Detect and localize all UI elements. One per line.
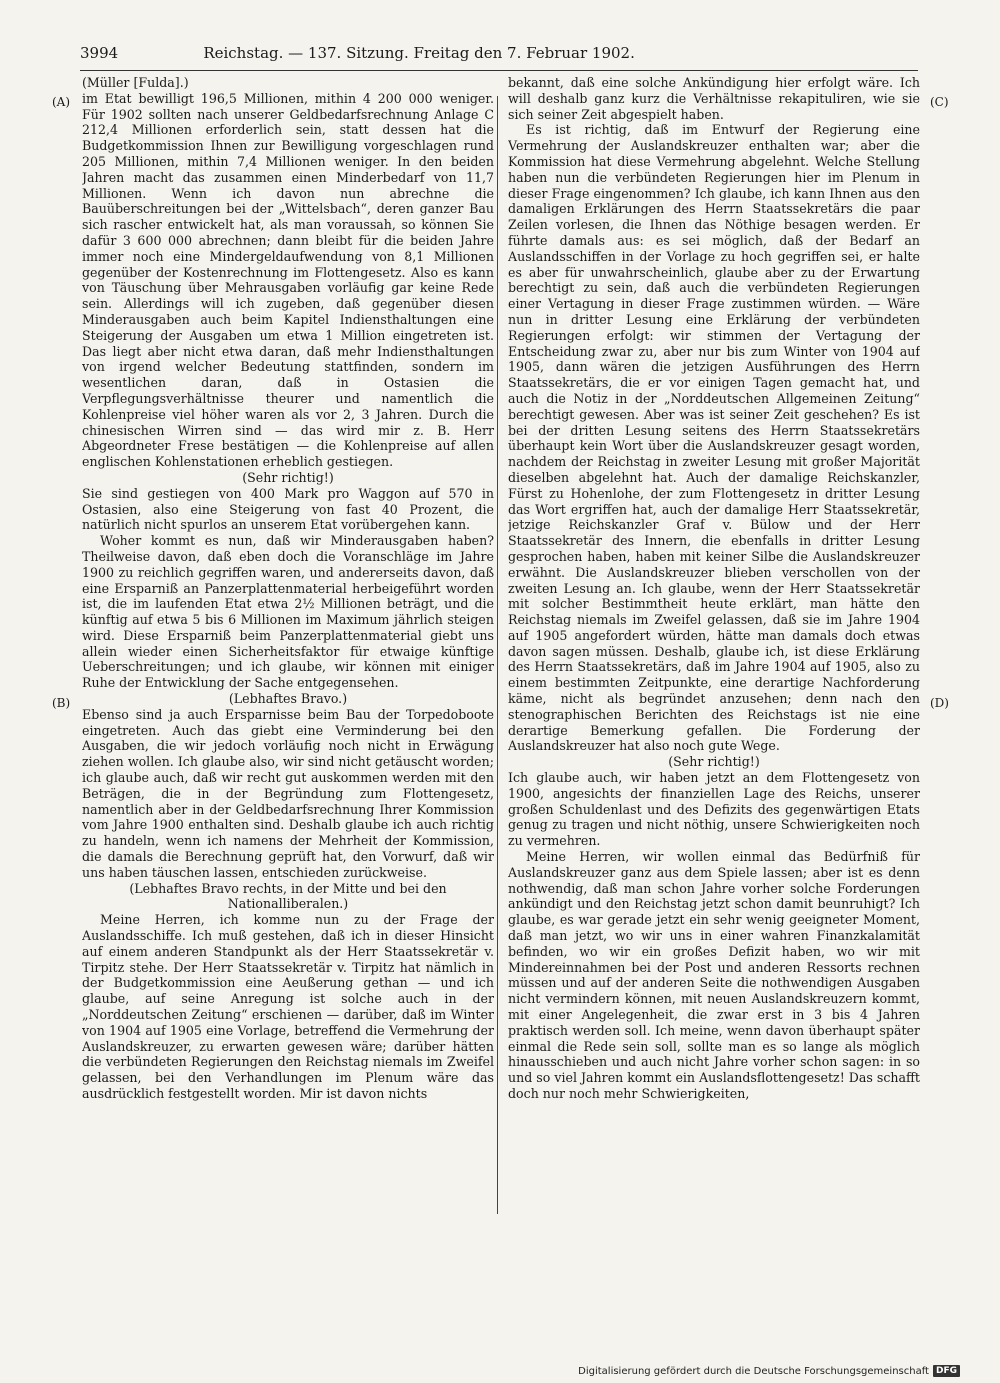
interjection: (Lebhaftes Bravo.) <box>228 691 348 707</box>
speaker-name: (Müller [Fulda].) <box>82 75 189 90</box>
paragraph: Meine Herren, ich komme nun zu der Frage der Auslandsschiffe. Ich muß gestehen, daß ich in dieser Hinsicht auf einem anderen Standpunkt als der Herr Staatssekretär v. Tirpitz stehe. Der Herr Staatssekretär v. Tirpitz hat nämlich in der Budgetkommission eine Aeußerung gethan — und ich glaube, auf seine Anregung ist solche auch in der „Norddeutschen Zeitung“ erschienen — darüber, daß im Winter von 1904 auf 1905 eine Vorlage, betreffend die Vermehrung der Auslandskreuzer, zu erwarten gewesen wäre; darüber hätten die verbündeten Regierungen den Reichstag niemals im Zweifel gelassen, bei den Verhandlungen im Plenum wäre das ausdrücklich festgestellt worden. Mir ist davon nichts <box>82 912 494 1101</box>
paragraph: Woher kommt es nun, daß wir Minderausgaben haben? Theilweise davon, daß eben doch die Voranschläge im Jahre 1900 zu reichlich gegriffen waren, und andererseits davon, daß eine Ersparniß an Panzerplattenmaterial herbeigeführt worden ist, die im laufenden Etat etwa 2½ Millionen beträgt, und die künftig auf etwa 5 bis 6 Millionen im Maximum jährlich steigen wird. Diese Ersparniß beim Panzerplattenmaterial giebt uns allein wieder einen Sicherheitsfaktor für etwaige künftige Ueberschreitungen; und ich glaube, wir können mit einiger Ruhe der Entwicklung der Sache entgegensehen. <box>82 533 494 691</box>
paragraph: bekannt, daß eine solche Ankündigung hier erfolgt wäre. Ich will deshalb ganz kurz die Verhältnisse rekapituliren, wie sie sich seiner Zeit abgespielt haben. <box>508 75 920 122</box>
paragraph: Es ist richtig, daß im Entwurf der Regierung eine Vermehrung der Auslandskreuzer enthalten war; aber die Kommission hat diese Vermehrung abgelehnt. Welche Stellung haben nun die verbündeten Regierungen hier im Plenum in dieser Frage eingenommen? Ich glaube, ich kann Ihnen aus den damaligen Erklärungen des Herrn Staatssekretärs die paar Zeilen vorlesen, die Ihnen das Nöthige besagen werden. Er führte damals aus: es sei möglich, daß der Bedarf an Auslandsschiffen in der Vorlage zu hoch gegriffen sei, er halte es aber für unwahrscheinlich, glaube aber zu der Erwartung berechtigt zu sein, daß auch die verbündeten Regierungen einer Vertagung in dieser Frage zustimmen würden. — Wäre nun in dritter Lesung eine Erklärung der verbündeten Regierungen erfolgt: wir stimmen der Vertagung der Entscheidung zwar zu, aber nur bis zum Winter von 1904 auf 1905, dann wären die jetzigen Ausführungen des Herrn Staatssekretärs, die er vor einigen Tagen gemacht hat, und auch die Notiz in der „Norddeutschen Allgemeinen Zeitung“ berechtigt gewesen. Aber was ist seiner Zeit geschehen? Es ist bei der dritten Lesung seitens des Herrn Staatssekretärs überhaupt kein Wort über die Auslandskreuzer gesagt worden, nachdem der Reichstag in zweiter Lesung mit großer Majorität dieselben abgelehnt hat. Auch der damalige Reichskanzler, Fürst zu Hohenlohe, der zum Flottengesetz in dritter Lesung das Wort ergriffen hat, auch der damalige Herr Staatssekretär, jetzige Reichskanzler Graf v. Bülow und der Herr Staatssekretär des Innern, die ebenfalls in dritter Lesung gesprochen haben, haben mit keiner Silbe die Auslandskreuzer erwähnt. Die Auslandskreuzer blieben verschollen von der zweiten Lesung an. Ich glaube, wenn der Herr Staatssekretär mit solcher Bestimmtheit heute erklärt, man hätte den Reichstag niemals im Zweifel gelassen, daß sie im Jahre 1904 auf 1905 angefordert würden, hätte man damals doch etwas davon sagen müssen. Deshalb, glaube ich, ist diese Erklärung des Herrn Staatssekretärs, daß im Jahre 1904 auf 1905, also zu einem bestimmten Zeitpunkte, eine derartige Nachforderung käme, nicht als begründet anzusehen; denn nach den stenographischen Berichten des Reichstags ist nie eine derartige Bemerkung gefallen. Die Forderung der Auslandskreuzer hat also noch gute Wege. <box>508 122 920 754</box>
right-column <box>508 75 920 1210</box>
left-column <box>82 75 494 1210</box>
paragraph: Ich glaube auch, wir haben jetzt an dem Flottengesetz von 1900, angesichts der finanziellen Lage des Reichs, unserer großen Schuldenlast und des Defizits des gegenwärtigen Etats genug zu tragen und nicht nöthig, unsere Schwierigkeiten noch zu vermehren. <box>508 770 920 849</box>
margin-mark-b: (B) <box>52 696 71 710</box>
paragraph: Ebenso sind ja auch Ersparnisse beim Bau der Torpedoboote eingetreten. Auch das giebt eine Verminderung bei den Ausgaben, die wir jedoch vorläufig noch nicht in Erwägung ziehen wollen. Ich glaube also, wir sind nicht getäuscht worden; ich glaube auch, daß wir recht gut auskommen werden mit den Beträgen, die in der Begründung zum Flottengesetz, namentlich aber in der Geldbedarfsrechnung Ihrer Kommission vom Jahre 1900 enthalten sind. Deshalb glaube ich auch richtig zu handeln, wenn ich namens der Mehrheit der Kommission, die damals die Berechnung geprüft hat, den Vorwurf, daß wir uns haben täuschen lassen, entschieden zurückweise. <box>82 706 494 880</box>
page-number: 3994 <box>80 44 119 62</box>
paragraph: im Etat bewilligt 196,5 Millionen, mithin 4 200 000 weniger. Für 1902 sollten nach unserer Geldbedarfsrechnung Anlage C 212,4 Millionen erforderlich sein, statt dessen hat die Budgetkommission Ihnen zur Bewilligung vorgeschlagen rund 205 Millionen, mithin 7,4 Millionen weniger. In den beiden Jahren macht das zusammen einen Minderbedarf von 11,7 Millionen. Wenn ich davon nun abrechne die Bauüberschreitungen bei der „Wittelsbach“, deren ganzer Bau sich rascher entwickelt hat, als man voraussah, so können Sie dafür 3 600 000 abrechnen; dann bleibt für die beiden Jahre immer noch eine Mindergeldaufwendung von 8,1 Millionen gegenüber der Kostenrechnung im Flottengesetz. Also es kann von Täuschung über Mehrausgaben vorläufig gar keine Rede sein. Allerdings will ich zugeben, daß gegenüber diesen Minderausgaben auch beim Kapitel Indiensthaltungen eine Steigerung der Ausgaben um etwa 1 Million eingetreten ist. Das liegt aber nicht etwa daran, daß mehr Indiensthaltungen von irgend welcher Bedeutung stattfinden, sondern im wesentlichen daran, daß in Ostasien die Verpflegungsverhältnisse theurer und namentlich die Kohlenpreise viel höher waren als vor 2, 3 Jahren. Durch die chinesischen Wirren sind — das wird mir z. B. Herr Abgeordneter Frese bestätigen — die Kohlenpreise auf allen englischen Kohlenstationen erheblich gestiegen. <box>82 90 494 470</box>
margin-mark-d: (D) <box>930 696 949 710</box>
header-rule <box>80 70 918 71</box>
paragraph: Sie sind gestiegen von 400 Mark pro Waggon auf 570 in Ostasien, also eine Steigerung von fast 40 Prozent, die natürlich nicht spurlos an unserem Etat vorübergehen kann. <box>82 485 494 533</box>
page-header <box>80 44 720 70</box>
margin-mark-a: (A) <box>52 95 71 109</box>
page-title: Reichstag. — 137. Sitzung. Freitag den 7. Februar 1902. <box>203 44 635 62</box>
dfg-logo-icon: DFG <box>933 1365 960 1377</box>
interjection: (Lebhaftes Bravo rechts, in der Mitte und bei den Nationalliberalen.) <box>129 880 447 912</box>
margin-mark-c: (C) <box>930 95 949 109</box>
interjection: (Sehr richtig!) <box>242 469 334 485</box>
paragraph: Meine Herren, wir wollen einmal das Bedürfniß für Auslandskreuzer ganz aus dem Spiele lassen; aber ist es denn nothwendig, daß man schon Jahre vorher solche Forderungen ankündigt und den Reichstag jetzt schon damit beunruhigt? Ich glaube, es war gerade jetzt ein sehr wenig geeigneter Moment, daß man jetzt, wo wir uns in einer wahren Finanzkalamität befinden, wo wir ein großes Defizit haben, wo wir mit Mindereinnahmen bei der Post und anderen Ressorts rechnen müssen und auf der anderen Seite die nothwendigen Ausgaben nicht vermindern können, mit neuen Auslandskreuzern kommt, mit einer Angelegenheit, die zwar erst in 3 bis 4 Jahren praktisch werden soll. Ich meine, wenn davon überhaupt später einmal die Rede sein soll, sollte man es so lange als möglich hinausschieben und auch nicht Jahre vorher schon sagen: in so und so viel Jahren kommt ein Auslandsflottengesetz! Das schafft doch nur noch mehr Schwierigkeiten, <box>508 849 920 1101</box>
interjection: (Sehr richtig!) <box>668 754 760 770</box>
digitization-footer <box>578 1363 960 1379</box>
column-divider <box>497 96 498 1214</box>
footer-credit: Digitalisierung gefördert durch die Deutsche Forschungsgemeinschaft <box>578 1365 929 1377</box>
